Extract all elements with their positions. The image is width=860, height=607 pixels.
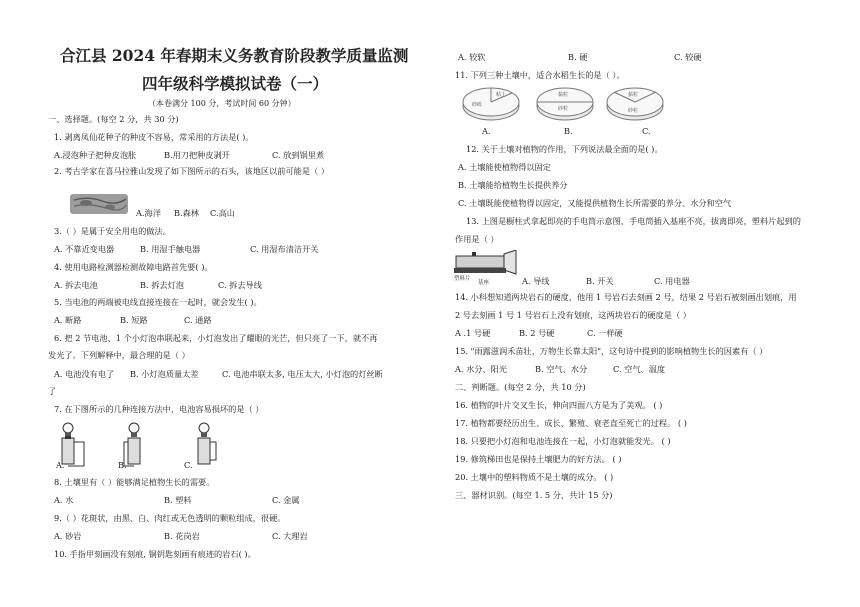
question-19: 19. 修筑梯田也是保持土壤肥力的好方法。 ( ) xyxy=(455,454,622,464)
soil-pie-a xyxy=(460,84,522,124)
option[interactable]: B. 塑料 xyxy=(164,495,192,505)
option[interactable]: B. 空气、水分 xyxy=(535,364,588,374)
question-12-option-c[interactable]: C. 土壤既能使植物得以固定，又能提供植物生长所需要的养分、水分和空气 xyxy=(458,198,732,208)
question-3: 3.（ ）是属于安全用电的做法。 xyxy=(54,226,171,236)
option[interactable]: C. 放到锅里煮 xyxy=(272,150,325,160)
option[interactable]: A. 不靠近变电器 xyxy=(54,244,115,254)
soil-pie-b xyxy=(534,84,596,124)
question-18: 18. 只要把小灯泡和电池连接在一起，小灯泡就能发光。 ( ) xyxy=(455,436,671,446)
option[interactable]: B. 用湿手触电器 xyxy=(140,244,201,254)
option[interactable]: C. 通路 xyxy=(184,315,212,325)
option[interactable]: A.海洋 xyxy=(136,208,161,218)
pie-b-label-1: 黏粒 xyxy=(558,92,569,98)
question-13-continued: 作用是（ ） xyxy=(455,234,499,244)
option[interactable]: C. 金属 xyxy=(272,495,300,505)
option[interactable]: A. xyxy=(482,126,491,136)
question-10: 10. 手指甲刻画没有刻痕, 铜钥匙刻画有痕迹的岩石( )。 xyxy=(54,549,256,559)
option[interactable]: B. 短路 xyxy=(120,315,148,325)
option[interactable]: B. 硬 xyxy=(568,52,588,62)
circuit-figure-c xyxy=(190,420,230,468)
question-8: 8. 土壤里有（ ）能够满足植物生长的需要。 xyxy=(54,477,215,487)
pie-a-label-2: 砂砾 xyxy=(472,102,483,108)
question-4: 4. 使用电路检测器检测故障电路首先要( )。 xyxy=(54,262,213,272)
option-b-label[interactable]: B. xyxy=(118,460,127,470)
question-6-wrap: 了 xyxy=(48,386,57,396)
option[interactable]: A. 水分、阳光 xyxy=(455,364,508,374)
question-2: 2. 考古学家在喜马拉雅山发现了如下图所示的石头，该地区以前可能是（ ） xyxy=(54,166,330,176)
base-label: 基座 xyxy=(478,280,490,286)
pie-b-label-2: 砂粒 xyxy=(558,106,569,112)
option[interactable]: C. 拆去导线 xyxy=(218,280,262,290)
option[interactable]: C. 大理岩 xyxy=(272,531,308,541)
pie-a-label-1: 粘土 xyxy=(496,92,507,98)
section-1-heading: 一、选择题。(每空 2 分，共 30 分) xyxy=(48,114,179,124)
question-12: 12. 关于土壤对植物的作用，下列说法最全面的是( )。 xyxy=(466,144,663,154)
section-2-heading: 二、判断题。(每空 2 分，共 10 分) xyxy=(455,382,586,392)
option[interactable]: A. 拆去电池 xyxy=(54,280,98,290)
question-17: 17. 植物都要经历出生、成长、繁殖、衰老直至死亡的过程。 ( ) xyxy=(455,418,687,428)
question-15: 15. "雨露滋润禾苗壮，万物生长靠太阳"，这句诗中提到的影响植物生长的因素有（ ） xyxy=(455,346,768,356)
option[interactable]: A. 断路 xyxy=(54,315,82,325)
option[interactable]: A. 电池没有电了 xyxy=(54,369,115,379)
option[interactable]: C. 一样硬 xyxy=(587,328,623,338)
option[interactable]: C. 电池串联太多, 电压太大, 小灯泡的灯丝断 xyxy=(222,369,383,379)
circuit-figure-b xyxy=(122,420,162,468)
option[interactable]: B.用刀把种皮剥开 xyxy=(164,150,230,160)
question-6: 6. 把 2 节电池、1 个小灯泡串联起来，小灯泡发出了耀眼的光芒，但只亮了一下，就不再 xyxy=(54,333,378,343)
question-13: 13. 上图是橱柱式拿起即亮的手电筒示意图，手电筒插入基座不亮，拔离即亮，塑料片起到的 xyxy=(466,216,801,226)
option-a-label[interactable]: A. xyxy=(56,460,65,470)
option[interactable]: C. 用电器 xyxy=(654,276,690,286)
flashlight-figure xyxy=(452,250,522,286)
question-14: 14. 小科想知道两块岩石的硬度，他用 1 号岩石去刻画 2 号，结果 2 号岩石被刻画出划痕，用 xyxy=(455,292,797,302)
question-9: 9.（ ）花斑状，由黑、白、肉红或无色透明的颗粒组成，很硬。 xyxy=(54,513,286,523)
option[interactable]: B. 开关 xyxy=(586,276,614,286)
option[interactable]: B.森林 xyxy=(174,208,199,218)
option[interactable]: B. 2 号硬 xyxy=(519,328,555,338)
option[interactable]: C. 空气、温度 xyxy=(613,364,666,374)
exam-info: （本卷满分 100 分，考试时间 60 分钟） xyxy=(148,99,296,108)
question-20: 20. 土壤中的塑料物质不是土壤的成分。 ( ) xyxy=(455,472,614,482)
question-1: 1. 剥离凤仙花种子的种皮不容易，常采用的方法是( )。 xyxy=(54,132,254,142)
question-14-continued: 2 号去刻画 1 号 1 号岩石上没有划痕，这两块岩石的硬度是（ ） xyxy=(455,310,691,320)
option[interactable]: B. 小灯泡质量太差 xyxy=(130,369,199,379)
option[interactable]: C. 较硬 xyxy=(674,52,702,62)
question-12-option-b[interactable]: B. 土壤能给植物生长提供养分 xyxy=(458,180,568,190)
question-5: 5. 当电池的两端被电线直接连接在一起时，就会发生( )。 xyxy=(54,297,262,307)
question-11: 11. 下列三种土壤中，适合水稻生长的是（ ）。 xyxy=(455,70,625,80)
exam-title: 合江县 2024 年春期末义务教育阶段教学质量监测 xyxy=(60,46,409,65)
question-7: 7. 在下图所示的几种连接方法中，电池容易损坏的是（ ） xyxy=(54,404,264,414)
plastic-sheet-label: 塑料片 xyxy=(454,276,471,282)
option[interactable]: B. xyxy=(564,126,573,136)
soil-pie-c xyxy=(604,84,666,124)
option[interactable]: A. 砂岩 xyxy=(54,531,82,541)
option-c-label[interactable]: C. xyxy=(184,460,193,470)
rock-fossil-image xyxy=(68,190,130,218)
exam-subject-title: 四年级科学模拟试卷（一） xyxy=(142,74,329,93)
option[interactable]: A.浸泡种子把种皮泡胀 xyxy=(54,150,137,160)
section-3-heading: 三、器材识别。(每空 1. 5 分，共计 15 分) xyxy=(455,490,613,500)
option[interactable]: A. 导线 xyxy=(522,276,550,286)
option[interactable]: B. 拆去灯泡 xyxy=(140,280,184,290)
option[interactable]: A. 水 xyxy=(54,495,74,505)
question-16: 16. 植物的叶片交叉生长，伸向四面八方是为了美观。 ( ) xyxy=(455,400,663,410)
option[interactable]: A .1 号硬 xyxy=(455,328,491,338)
question-12-option-a[interactable]: A. 土壤能使植物得以固定 xyxy=(458,162,551,172)
option[interactable]: C. 用湿布清洁开关 xyxy=(250,244,319,254)
option[interactable]: C. xyxy=(642,126,651,136)
pie-c-label-2: 砂粒 xyxy=(628,108,639,114)
question-6-continued: 发光了。下列解释中，最合理的是（ ） xyxy=(48,350,190,360)
option[interactable]: B. 花岗岩 xyxy=(164,531,200,541)
option[interactable]: A. 较软 xyxy=(458,52,486,62)
pie-c-label-1: 黏粒 xyxy=(628,92,639,98)
option[interactable]: C.高山 xyxy=(210,208,235,218)
